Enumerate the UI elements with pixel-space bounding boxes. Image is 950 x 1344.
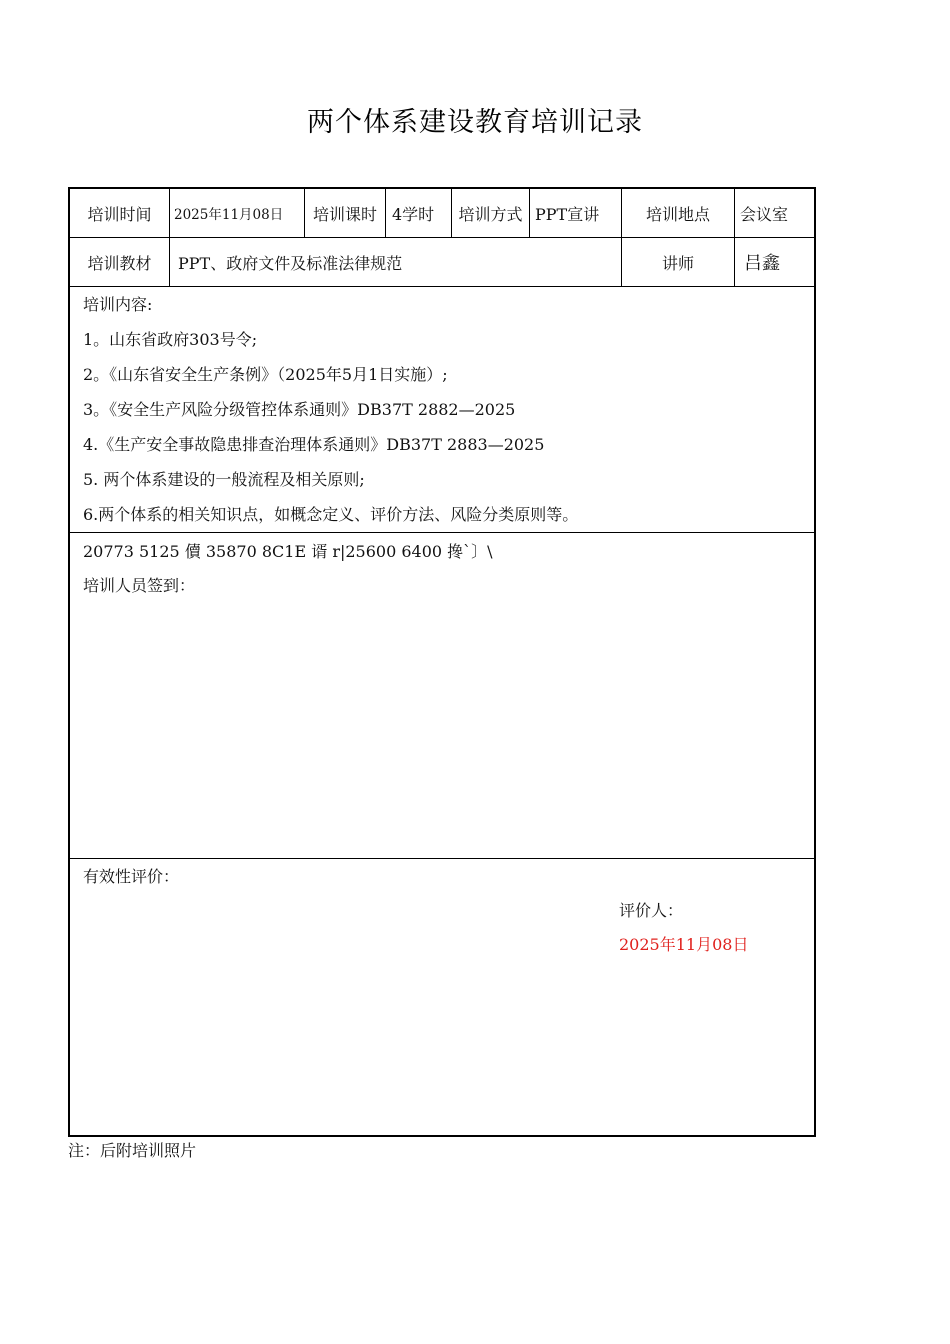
content-item: 4.《生产安全事故隐患排查治理体系通则》DB37T 2883—2025 [83, 435, 545, 454]
evaluation-date: 2025年11月08日 [619, 935, 749, 954]
training-method-label: 培训方式 [458, 204, 523, 224]
training-material-label: 培训教材 [87, 253, 152, 273]
content-item: 6.两个体系的相关知识点，如概念定义、评价方法、风险分类原则等。 [83, 505, 579, 524]
training-hours-value: 4学时 [392, 204, 435, 224]
lecturer-label: 讲师 [661, 253, 694, 273]
column-divider [169, 237, 170, 286]
footnote: 注：后附培训照片 [68, 1141, 197, 1160]
row-divider [70, 858, 814, 859]
content-item: 2。《山东省安全生产条例》（2025年5月1日实施）; [83, 365, 448, 384]
training-material-value: PPT、政府文件及标准法律规范 [178, 253, 403, 273]
training-method-value: PPT宣讲 [535, 204, 600, 224]
code-line: 20773 5125 儥 35870 8C1E 谞 r|25600 6400 搀`〕\ [83, 542, 493, 561]
content-heading: 培训内容: [83, 295, 153, 314]
evaluator-label: 评价人： [619, 901, 684, 920]
row-divider [70, 286, 814, 287]
training-place-label: 培训地点 [645, 204, 710, 224]
content-item: 1。山东省政府303号令; [83, 330, 258, 349]
content-item: 5. 两个体系建设的一般流程及相关原则; [83, 470, 365, 489]
column-divider [529, 189, 530, 237]
training-place-value: 会议室 [740, 204, 789, 224]
content-item: 3。《安全生产风险分级管控体系通则》DB37T 2882—2025 [83, 400, 516, 419]
document-title: 两个体系建设教育培训记录 [307, 107, 643, 138]
column-divider [169, 189, 170, 237]
training-time-label: 培训时间 [87, 204, 152, 224]
training-hours-label: 培训课时 [312, 204, 377, 224]
record-table [68, 187, 816, 1137]
row-divider [70, 532, 814, 533]
training-time-value: 2025年11月08日 [174, 207, 284, 223]
evaluation-label: 有效性评价： [83, 867, 180, 886]
column-divider [385, 189, 386, 237]
attendee-signin-label: 培训人员签到： [83, 576, 196, 595]
lecturer-value: 吕鑫 [744, 253, 780, 274]
column-divider [734, 189, 735, 286]
